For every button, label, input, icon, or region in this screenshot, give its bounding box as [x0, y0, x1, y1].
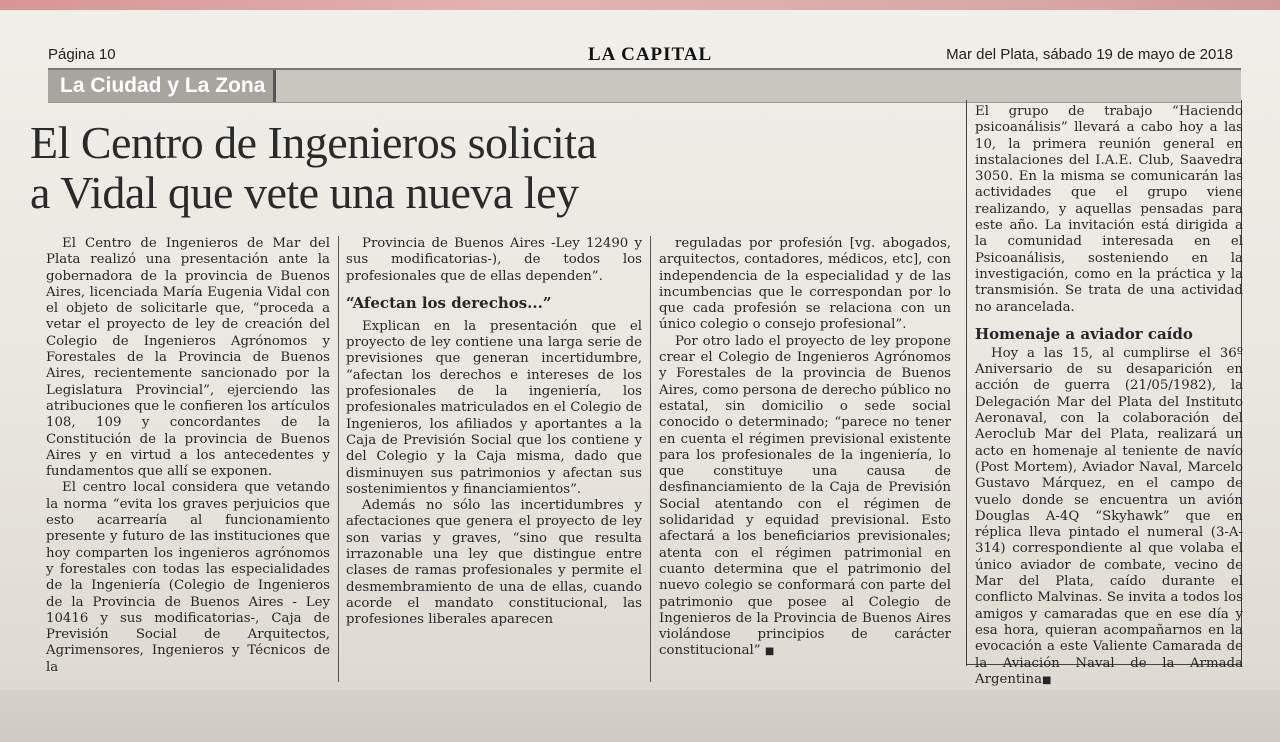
article-subhead: “Afectan los derechos...” [346, 293, 552, 312]
page-number: Página 10 [48, 46, 116, 63]
paragraph [659, 334, 951, 661]
paragraph: Provincia de Buenos Aires -Ley 12490 y sus modificatorias-), de todos los profesionales que de ellas dependen”. [346, 236, 642, 284]
article-column-1 [46, 236, 330, 682]
paragraph: El grupo de trabajo “Haciendo psicoanálisis” llevará a cabo hoy a las 10, la primera reunión general en instalaciones del I.A.E. Club, Saavedra 3050. En la misma se comunicarán las actividades que el grupo viene realizando, y aquellas pensadas para este año. La invitación está dirigida a la comunidad interesada en el Psicoanálisis, sosteniendo en la investigación, como en la práctica y la transmisión. Se trata de una actividad no arancelada. [975, 104, 1243, 315]
paragraph: El Centro de Ingenieros de Mar del Plata realizó una presentación ante la gobernadora de la provincia de Buenos Aires, licenciada María Eugenia Vidal con el objeto de solicitarle que, “proceda a vetar el proyecto de ley de creación del Colegio de Ingenieros Agrónomos y Forestales de la Provincia de Buenos Aires, recientemente sancionado por la Legislatura Provincial”, ejerciendo las atribuciones que le confieren los artículos 108, 109 y concordantes de la Constitución de la provincia de Buenos Aires y en virtud a los antecedentes y fundamentos que allí se exponen. [46, 236, 330, 480]
end-mark: ■ [764, 646, 775, 658]
section-bar [48, 68, 1241, 103]
sidebar-border-left [966, 100, 967, 666]
page-bottom-shadow [0, 690, 1280, 742]
paragraph [975, 346, 1243, 689]
paragraph: Además no sólo las incertidumbres y afectaciones que genera el proyecto de ley son varias y graves, “sino que resulta irrazonable una ley que distingue entre clases de ramas profesionales y permite el desmembramiento de una de ellas, cuando acorde el mandato constitucional, las profesiones liberales aparecen [346, 498, 642, 628]
paragraph-text: Hoy a las 15, al cumplirse el 36º Aniversario de su desaparición en acción de guerra (21/05/1982), la Delegación Mar del Plata del Instituto Aeronaval, con la colaboración del Aeroclub Mar del Plata, realizará un acto en homenaje al teniente de navío (Post Mortem), Aviador Naval, Marcelo Gustavo Márquez, en el campo de vuelo donde se encuentra un avión Douglas A-4Q “Skyhawk” que en réplica lleva pintado el numeral (3-A-314) correspondiente al que volaba el único aviador de combate, vecino de Mar del Plata, caído durante el conflicto Malvinas. Se invita a todos los amigos y camaradas que en ese día y esa hora, quieran acompañarnos en la evocación a este Valiente Camarada de la Aviación Naval de la Armada Argentina [975, 345, 1243, 687]
page-header [48, 44, 1233, 66]
article-headline [30, 118, 930, 218]
paragraph: reguladas por profesión [vg. abogados, arquitectos, contadores, médicos, etc], con independencia de la especialidad y de las incumbencias que le correspondan por lo que cada profesión se relaciona con un único colegio o consejo profesional”. [659, 236, 951, 333]
headline-line-2: a Vidal que vete una nueva ley [30, 167, 579, 218]
sidebar-column [975, 104, 1243, 687]
paragraph-text: Por otro lado el proyecto de ley propone crear el Colegio de Ingenieros Agrónomos y Forestales de la provincia de Buenos Aires, como persona de derecho público no estatal, sin domicilio o sede social conocido o determinado; “parece no tener en cuenta el régimen previsional existente para los profesionales de la ingeniería, lo que constituye una causa de desfinanciamiento de la Caja de Previsión Social atentando con el régimen de solidaridad y equidad previsional. Esto afectará a los beneficiarios previsionales; atenta con el régimen patrimonial en cuanto determina que el patrimonio del nuevo colegio se conformará con parte del patrimonio que posee al Colegio de Ingenieros de la Provincia de Buenos Aires violándose principios de carácter constitucional” [659, 333, 951, 659]
column-divider [650, 236, 651, 682]
headline-line-1: El Centro de Ingenieros solicita [30, 117, 597, 168]
paragraph: Explican en la presentación que el proyecto de ley contiene una larga serie de previsiones que generan incertidumbre, “afectan los derechos e intereses de los profesionales de la ingeniería, los profesionales matriculados en el Colegio de Ingenieros, los afiliados y aportantes a la Caja de Previsión Social que los contiene y del Colegio y la Caja misma, dado que disminuyen sus patrimonios y afectan sus sostenimientos y financiamientos”. [346, 318, 642, 497]
paragraph: El centro local considera que vetando la norma “evita los graves perjuicios que esto acarrearía al funcionamiento presente y futuro de las instituciones que hoy comparten los ingenieros agrónomos y forestales con todas las especialidades de la Ingeniería (Colegio de Ingenieros de la Provincia de Buenos Aires - Ley 10416 y sus modificatorias-, Caja de Previsión Social de Arquitectos, Agrimensores, Ingenieros y Técnicos de la [46, 480, 330, 675]
top-color-strip [0, 0, 1280, 10]
sidebar-subhead: Homenaje a aviador caído [975, 324, 1193, 343]
section-label: La Ciudad y La Zona [48, 70, 276, 102]
article-column-2 [346, 236, 642, 682]
column-divider [338, 236, 339, 682]
end-mark: ■ [1042, 674, 1052, 686]
article-column-3 [659, 236, 951, 682]
newspaper-masthead: LA CAPITAL [588, 44, 713, 65]
dateline: Mar del Plata, sábado 19 de mayo de 2018 [946, 46, 1233, 63]
